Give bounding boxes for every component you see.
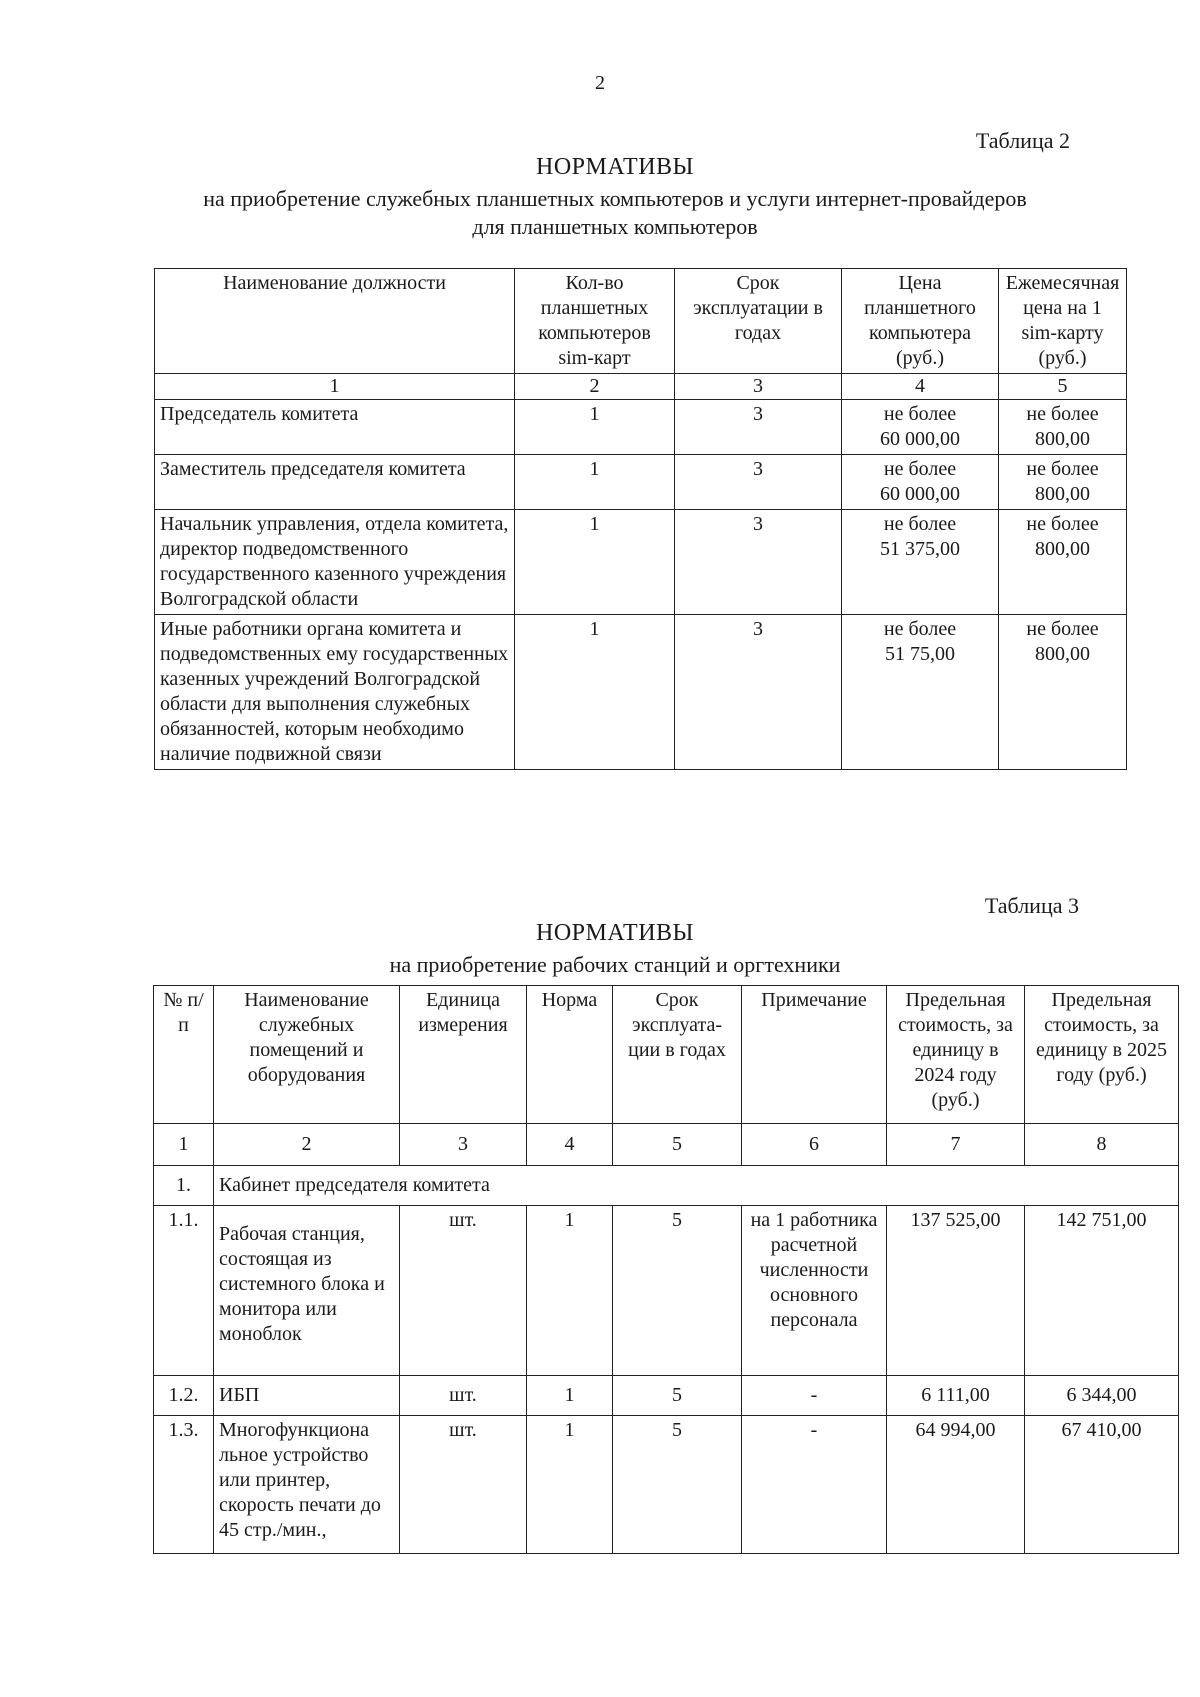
item-number: 1.2. [154, 1376, 214, 1416]
tablet-price-value: 51 375,00 [880, 538, 960, 560]
item-norm: 1 [527, 1416, 613, 1554]
tablet-price-value: 51 75,00 [885, 643, 955, 665]
table2-header-row [155, 269, 1127, 374]
table2-header-cell: Кол-во планшетных компьютеров sim-карт [515, 269, 675, 374]
table2-colnum-row [155, 374, 1127, 400]
table2 [154, 268, 1127, 770]
table2-subtitle-line2: для планшетных компьютеров [472, 214, 758, 239]
table3-header-cell: Предельная стоимость, за единицу в 2025 году (руб.) [1025, 986, 1179, 1124]
table3-header-row [154, 986, 1179, 1124]
table2-colnum-cell: 1 [155, 374, 515, 400]
sim-price-value: 800,00 [1035, 538, 1090, 560]
table2-header-cell: Ежемесячная цена на 1 sim-карту (руб.) [999, 269, 1127, 374]
tablet-quantity: 1 [515, 615, 675, 770]
table3-colnum-row [154, 1124, 1179, 1166]
table-row [154, 1416, 1179, 1554]
item-note: - [742, 1416, 887, 1554]
item-unit: шт. [400, 1376, 527, 1416]
table3-colnum-cell: 7 [887, 1124, 1025, 1166]
table2-header-cell: Цена планшетного компьютера (руб.) [842, 269, 999, 374]
item-note: на 1 работника расчетной численности основного персонала [742, 1206, 887, 1376]
item-price-2024: 137 525,00 [887, 1206, 1025, 1376]
sim-price-prefix: не более [1026, 618, 1099, 640]
item-number: 1.3. [154, 1416, 214, 1554]
table2-colnum-cell: 5 [999, 374, 1127, 400]
page-number: 2 [595, 72, 605, 94]
item-norm: 1 [527, 1376, 613, 1416]
section-number: 1. [154, 1166, 214, 1206]
table2-header-cell: Наименование должности [155, 269, 515, 374]
sim-monthly-price [999, 455, 1127, 510]
sim-price-prefix: не более [1026, 458, 1099, 480]
table-row [155, 615, 1127, 770]
table2-colnum-cell: 4 [842, 374, 999, 400]
item-name: Рабочая станция, состоящая из системного блока и монитора или моноблок [214, 1206, 400, 1376]
table3-colnum-cell: 1 [154, 1124, 214, 1166]
table-row [155, 510, 1127, 615]
item-note: - [742, 1376, 887, 1416]
sim-price-prefix: не более [1026, 513, 1099, 535]
table3 [153, 985, 1179, 1554]
item-name: ИБП [214, 1376, 400, 1416]
table3-colnum-cell: 6 [742, 1124, 887, 1166]
table3-colnum-cell: 8 [1025, 1124, 1179, 1166]
tablet-price [842, 615, 999, 770]
tablet-quantity: 1 [515, 455, 675, 510]
section-name: Кабинет председателя комитета [214, 1166, 1179, 1206]
sim-price-prefix: не более [1026, 403, 1099, 425]
item-price-2025: 142 751,00 [1025, 1206, 1179, 1376]
service-term: 3 [675, 510, 842, 615]
item-unit: шт. [400, 1206, 527, 1376]
item-unit: шт. [400, 1416, 527, 1554]
table2-header-cell: Срок эксплуатации в годах [675, 269, 842, 374]
section-row [154, 1166, 1179, 1206]
item-price-2024: 6 111,00 [887, 1376, 1025, 1416]
table3-header-cell: № п/п [154, 986, 214, 1124]
tablet-price-prefix: не более [883, 403, 957, 425]
service-term: 3 [675, 400, 842, 455]
table3-header-cell: Примечание [742, 986, 887, 1124]
table3-header-cell: Норма [527, 986, 613, 1124]
table3-header-cell: Срок эксплуата-ции в годах [613, 986, 742, 1124]
table3-header-cell: Единица измерения [400, 986, 527, 1124]
tablet-price [842, 455, 999, 510]
tablet-price-value: 60 000,00 [880, 428, 960, 450]
table3-colnum-cell: 3 [400, 1124, 527, 1166]
service-term: 3 [675, 455, 842, 510]
sim-price-value: 800,00 [1035, 428, 1090, 450]
item-term: 5 [613, 1376, 742, 1416]
table-row [154, 1376, 1179, 1416]
position-name: Заместитель председателя комитета [155, 455, 515, 510]
tablet-price [842, 400, 999, 455]
sim-monthly-price [999, 400, 1127, 455]
service-term: 3 [675, 615, 842, 770]
table3-header-cell: Наименование служебных помещений и оборудования [214, 986, 400, 1124]
sim-price-value: 800,00 [1035, 483, 1090, 505]
item-price-2025: 6 344,00 [1025, 1376, 1179, 1416]
item-name: Многофункциона льное устройство или принтер, скорость печати до 45 стр./мин., [214, 1416, 400, 1554]
tablet-price [842, 510, 999, 615]
table2-subtitle-line1: на приобретение служебных планшетных компьютеров и услуги интернет-провайдеров [203, 186, 1027, 211]
table3-caption: Таблица 3 [984, 893, 1079, 918]
tablet-price-value: 60 000,00 [880, 483, 960, 505]
item-number: 1.1. [154, 1206, 214, 1376]
sim-monthly-price [999, 510, 1127, 615]
tablet-quantity: 1 [515, 400, 675, 455]
table3-header-cell: Предельная стоимость, за единицу в 2024 году (руб.) [887, 986, 1025, 1124]
tablet-price-prefix: не более [883, 618, 957, 640]
sim-price-value: 800,00 [1035, 643, 1090, 665]
table-row [155, 455, 1127, 510]
position-name: Иные работники органа комитета и подведомственных ему государственных казенных учреждений Волгоградской области для выполнения служебных обязанностей, которым необходимо наличие подвижной связи [155, 615, 515, 770]
position-name: Начальник управления, отдела комитета, директор подведомственного государственного казенного учреждения Волгоградской области [155, 510, 515, 615]
table2-colnum-cell: 3 [675, 374, 842, 400]
item-term: 5 [613, 1206, 742, 1376]
table2-colnum-cell: 2 [515, 374, 675, 400]
table3-colnum-cell: 5 [613, 1124, 742, 1166]
sim-monthly-price [999, 615, 1127, 770]
table3-title: НОРМАТИВЫ [535, 920, 694, 946]
position-name: Председатель комитета [155, 400, 515, 455]
table3-colnum-cell: 4 [527, 1124, 613, 1166]
tablet-quantity: 1 [515, 510, 675, 615]
table3-subtitle: на приобретение рабочих станций и оргтехники [389, 952, 841, 977]
tablet-price-prefix: не более [883, 458, 957, 480]
item-norm: 1 [527, 1206, 613, 1376]
table-row [154, 1206, 1179, 1376]
table3-colnum-cell: 2 [214, 1124, 400, 1166]
item-price-2025: 67 410,00 [1025, 1416, 1179, 1554]
table2-caption: Таблица 2 [975, 128, 1070, 153]
table2-title: НОРМАТИВЫ [535, 154, 694, 180]
item-term: 5 [613, 1416, 742, 1554]
item-price-2024: 64 994,00 [887, 1416, 1025, 1554]
tablet-price-prefix: не более [883, 513, 957, 535]
table-row [155, 400, 1127, 455]
